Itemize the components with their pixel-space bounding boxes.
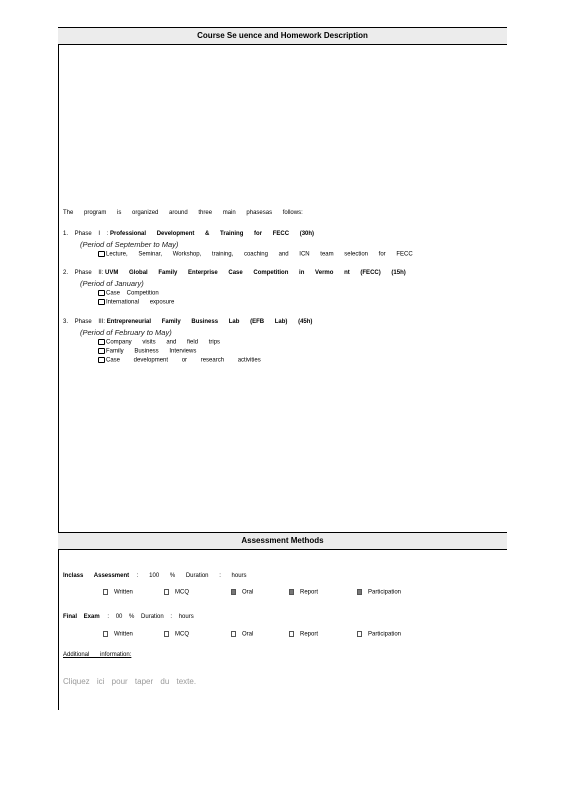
checkbox-icon: [98, 357, 105, 363]
inclass-label: Inclass Assessment: [63, 573, 130, 579]
final-option-oral[interactable]: [231, 631, 253, 638]
phase-3-item-label: Family Business Interviews: [106, 348, 197, 355]
inclass-option-oral[interactable]: [231, 589, 253, 596]
checkbox-icon: [98, 299, 105, 305]
inclass-option-report[interactable]: [289, 589, 318, 596]
phase-1-title: Professional Development & Training for FECC (30h): [110, 231, 315, 237]
inclass-option-participation[interactable]: [357, 589, 401, 596]
additional-information-label: Additional information:: [63, 652, 132, 658]
option-label: Participation: [368, 631, 402, 638]
inclass-assessment-row: [63, 573, 247, 579]
phase-3-period: (Period of February to May): [80, 328, 172, 337]
option-label: MCQ: [175, 589, 189, 596]
phase-3-item-label: Company visits and field trips: [106, 339, 221, 346]
course-sequence-header: Course Se uence and Homework Description: [58, 27, 507, 45]
checkbox-icon[interactable]: [357, 631, 362, 637]
final-option-written[interactable]: [103, 631, 133, 638]
final-exam-row: [63, 614, 194, 620]
phase-2-item: [98, 290, 159, 297]
phase-2-item-label: International exposure: [106, 299, 175, 306]
phase-1-item: [98, 251, 413, 258]
phase-3-item-label: Case development or research activities: [106, 357, 261, 364]
checkbox-checked-icon[interactable]: [357, 589, 362, 595]
phase-2-title: UVM Global Family Enterprise Case Competition in Vermo nt (FECC) (15h): [105, 270, 406, 276]
phase-3-item: [98, 357, 261, 364]
checkbox-icon[interactable]: [103, 631, 108, 637]
final-option-participation[interactable]: [357, 631, 401, 638]
phase-1-prefix: 1. Phase I :: [63, 231, 109, 237]
checkbox-icon[interactable]: [103, 589, 108, 595]
checkbox-icon: [98, 290, 105, 296]
checkbox-icon[interactable]: [231, 631, 236, 637]
phase-2-item: [98, 299, 174, 306]
program-intro-text: The program is organized around three main phasesas follows:: [63, 210, 303, 216]
inclass-detail: : 100 % Duration : hours: [136, 573, 247, 579]
checkbox-checked-icon[interactable]: [231, 589, 236, 595]
phase-3-heading: [63, 319, 312, 325]
option-label: Oral: [242, 631, 254, 638]
inclass-option-mcq[interactable]: [164, 589, 189, 596]
checkbox-icon: [98, 251, 105, 257]
phase-2-item-label: Case Competition: [106, 290, 159, 297]
checkbox-checked-icon[interactable]: [289, 589, 294, 595]
page-frame-left-border: [58, 27, 59, 710]
option-label: Written: [114, 631, 133, 638]
final-exam-detail: : 00 % Duration : hours: [107, 614, 194, 620]
phase-1-heading: [63, 231, 314, 237]
phase-3-item: [98, 348, 196, 355]
checkbox-icon[interactable]: [289, 631, 294, 637]
final-option-report[interactable]: [289, 631, 318, 638]
phase-1-period: (Period of September to May): [80, 240, 179, 249]
option-label: Report: [300, 631, 319, 638]
phase-3-title: Entrepreneurial Family Business Lab (EFB Lab) (45h): [106, 319, 313, 325]
checkbox-icon: [98, 348, 105, 354]
option-label: MCQ: [175, 631, 189, 638]
phase-1-item-label: Lecture, Seminar, Workshop, training, coaching and ICN team selection for FECC: [106, 251, 413, 258]
phase-3-prefix: 3. Phase III:: [63, 319, 106, 325]
checkbox-icon: [98, 339, 105, 345]
final-option-mcq[interactable]: [164, 631, 189, 638]
option-label: Participation: [368, 589, 402, 596]
assessment-methods-header: Assessment Methods: [58, 532, 507, 550]
additional-information-field[interactable]: Cliquez ici pour taper du texte.: [63, 677, 197, 686]
final-exam-label: Final Exam: [63, 614, 100, 620]
option-label: Oral: [242, 589, 254, 596]
phase-2-period: (Period of January): [80, 279, 144, 288]
option-label: Written: [114, 589, 133, 596]
phase-2-heading: [63, 270, 406, 276]
option-label: Report: [300, 589, 319, 596]
phase-3-item: [98, 339, 220, 346]
phase-2-prefix: 2. Phase II:: [63, 270, 104, 276]
checkbox-icon[interactable]: [164, 631, 169, 637]
inclass-option-written[interactable]: [103, 589, 133, 596]
checkbox-icon[interactable]: [164, 589, 169, 595]
